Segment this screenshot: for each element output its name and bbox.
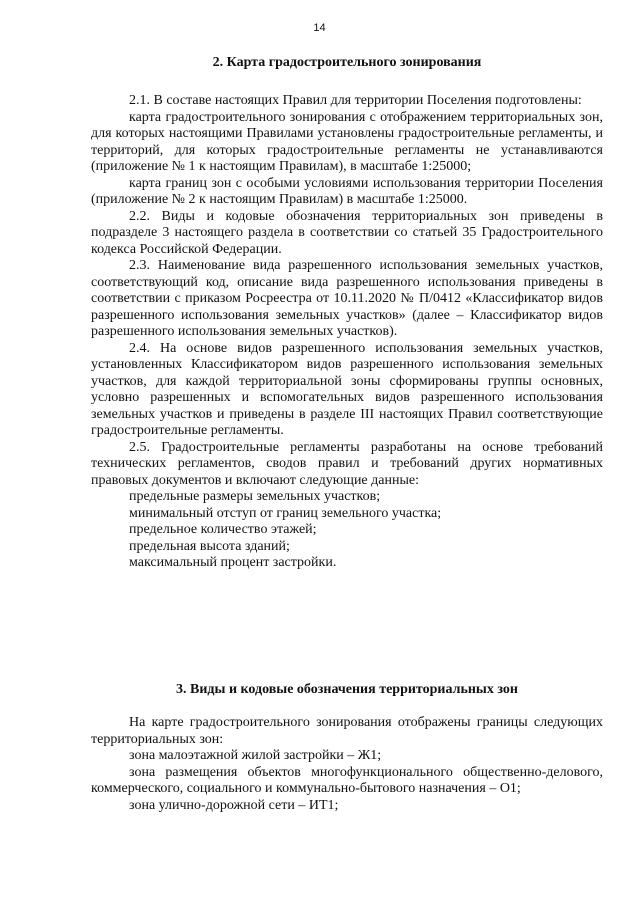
section-2-body <box>91 93 603 572</box>
paragraph-2-4: 2.4. На основе видов разрешенного использования земельных участков, установленных Классификатором видов разрешенного использования земельных участков, для каждой территориальной зоны сформированы группы основных, условно разрешенных и вспомогательных видов разрешенного использования земельных участков и приведены в разделе III настоящих Правил соответствующие градостроительные регламенты. <box>91 340 603 438</box>
paragraph-2-2: 2.2. Виды и кодовые обозначения территориальных зон приведены в подразделе 3 настоящего раздела в соответствии со статьей 35 Градостроительного кодекса Российской Федерации. <box>91 208 603 257</box>
paragraph-3-intro: На карте градостроительного зонирования отображены границы следующих территориальных зон: <box>91 715 603 747</box>
page-number: 14 <box>313 22 326 34</box>
paragraph-2-3: 2.3. Наименование вида разрешенного использования земельных участков, соответствующий код, описание вида разрешенного использования приведены в соответствии с приказом Росреестра от 10.11.2020 № П/0412 «Классификатор видов разрешенного использования земельных участков» (далее – Классификатор видов разрешенного использования земельных участков). <box>91 258 603 339</box>
section-3-body <box>91 715 603 814</box>
zone-item: зона размещения объектов многофункционального общественно-делового, коммерческого, социального и коммунально-бытового назначения – О1; <box>91 764 603 796</box>
paragraph-2-5: 2.5. Градостроительные регламенты разработаны на основе требований технических регламентов, сводов правил и требований других нормативных правовых документов и включают следующие данные: <box>91 439 603 488</box>
section-3-title: 3. Виды и кодовые обозначения территориальных зон <box>176 682 518 697</box>
list-item: максимальный процент застройки. <box>129 555 337 570</box>
list-item: минимальный отступ от границ земельного участка; <box>129 505 442 521</box>
zone-item: зона малоэтажной жилой застройки – Ж1; <box>129 748 382 763</box>
list-item: предельное количество этажей; <box>129 522 317 537</box>
list-item: предельная высота зданий; <box>129 538 290 554</box>
list-item: предельные размеры земельных участков; <box>129 489 381 504</box>
zone-item: зона улично-дорожной сети – ИТ1; <box>129 797 339 813</box>
paragraph-2-1-b: карта границ зон с особыми условиями использования территории Поселения (приложение № 2 к настоящим Правилам) в масштабе 1:25000. <box>91 175 603 207</box>
section-2-title: 2. Карта градостроительного зонирования <box>212 55 482 70</box>
paragraph-2-1-a: карта градостроительного зонирования с отображением территориальных зон, для которых настоящими Правилами установлены градостроительные регламенты, и территорий, для которых градостроительные регламенты не устанавливаются (приложение № 1 к настоящим Правилам), в масштабе 1:25000; <box>91 109 603 174</box>
paragraph-2-1-intro: 2.1. В составе настоящих Правил для территории Поселения подготовлены: <box>129 93 582 108</box>
